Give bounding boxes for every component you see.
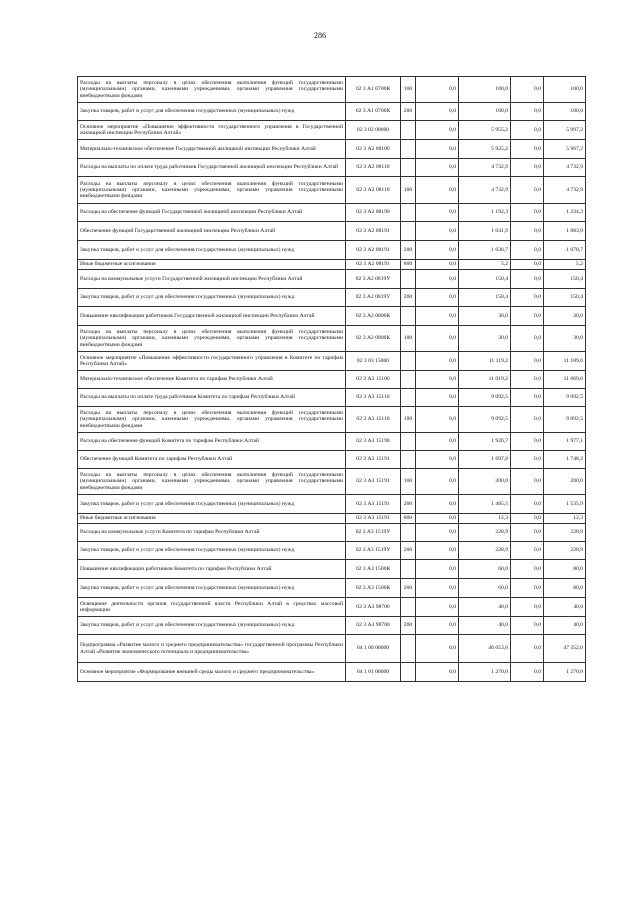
row-value-1: 0,0 xyxy=(416,326,459,352)
table-row xyxy=(78,289,586,307)
row-type: 100 xyxy=(401,77,416,103)
row-value-2: 11 019,2 xyxy=(459,371,511,389)
row-value-4: 80,0 xyxy=(544,560,586,579)
row-name: Материально-техническое обеспечение Комитета по тарифам Республики Алтай xyxy=(78,371,346,389)
row-type: 200 xyxy=(401,241,416,260)
table-row xyxy=(78,121,586,140)
row-value-2: 1 041,9 xyxy=(459,222,511,241)
row-value-4: 9 092,5 xyxy=(544,389,586,407)
row-type xyxy=(401,307,416,326)
row-value-1: 0,0 xyxy=(416,103,459,121)
row-value-1: 0,0 xyxy=(416,260,459,270)
row-value-3: 0,0 xyxy=(511,177,544,204)
row-name: Расходы на коммунальные услуги Государственной жилищной инспекции Республики Алтай xyxy=(78,270,346,289)
table-row xyxy=(78,260,586,270)
row-name: Повышение квалификации работников Комитета по тарифам Республики Алтай xyxy=(78,560,346,579)
row-name: Расходы на обеспечение функций Государственной жилищной инспекции Республики Алтай xyxy=(78,204,346,222)
row-value-3: 0,0 xyxy=(511,270,544,289)
row-value-3: 0,0 xyxy=(511,307,544,326)
row-value-2: 150,4 xyxy=(459,270,511,289)
row-value-4: 228,9 xyxy=(544,542,586,560)
row-value-2: 12,3 xyxy=(459,514,511,524)
row-code: 02 3 А2 08191 xyxy=(346,260,401,270)
row-value-3: 0,0 xyxy=(511,663,544,682)
row-code: 02 3 А2 0800К xyxy=(346,307,401,326)
row-value-3: 0,0 xyxy=(511,103,544,121)
row-value-2: 100,0 xyxy=(459,103,511,121)
row-value-4: 4 732,9 xyxy=(544,159,586,177)
row-value-4: 9 092,5 xyxy=(544,407,586,433)
row-type xyxy=(401,635,416,663)
row-code: 02 3 А3 1519У xyxy=(346,542,401,560)
table-row xyxy=(78,352,586,371)
row-value-3: 0,0 xyxy=(511,289,544,307)
row-value-1: 0,0 xyxy=(416,407,459,433)
row-value-3: 0,0 xyxy=(511,352,544,371)
row-value-4: 1 535,9 xyxy=(544,495,586,514)
row-value-3: 0,0 xyxy=(511,222,544,241)
row-code: 02 3 А1 0700К xyxy=(346,103,401,121)
row-type: 100 xyxy=(401,177,416,204)
row-value-4: 4 732,9 xyxy=(544,177,586,204)
row-name: Расходы на выплаты персоналу в целях обеспечения выполнения функций государственными (муниципальными) органами, казенными учреждениями, органами управления государственными внебюджетными фондами xyxy=(78,326,346,352)
row-value-3: 0,0 xyxy=(511,204,544,222)
row-value-3: 0,0 xyxy=(511,542,544,560)
row-name: Расходы на коммунальные услуги Комитета по тарифам Республики Алтай xyxy=(78,524,346,542)
table-row xyxy=(78,451,586,469)
row-type xyxy=(401,159,416,177)
row-value-1: 0,0 xyxy=(416,140,459,159)
table-row xyxy=(78,77,586,103)
row-value-2: 46 053,6 xyxy=(459,635,511,663)
row-value-3: 0,0 xyxy=(511,371,544,389)
row-value-4: 1 078,7 xyxy=(544,241,586,260)
table-row xyxy=(78,617,586,635)
row-value-4: 228,9 xyxy=(544,524,586,542)
table-row xyxy=(78,389,586,407)
row-value-2: 11 119,2 xyxy=(459,352,511,371)
row-value-4: 80,0 xyxy=(544,579,586,598)
row-name: Закупка товаров, работ и услуг для обеспечения государственных (муниципальных) нужд xyxy=(78,617,346,635)
row-value-3: 0,0 xyxy=(511,260,544,270)
row-name: Освещение деятельности органов государственной власти Республики Алтай в средствах массовой информации xyxy=(78,598,346,617)
row-code: 02 3 А2 0819У xyxy=(346,270,401,289)
row-value-4: 100,0 xyxy=(544,77,586,103)
row-value-1: 0,0 xyxy=(416,433,459,451)
table-row xyxy=(78,579,586,598)
row-value-3: 0,0 xyxy=(511,407,544,433)
row-value-2: 228,9 xyxy=(459,524,511,542)
page-number: 286 xyxy=(314,31,326,40)
row-name: Расходы на выплаты персоналу в целях обеспечения выполнения функций государственными (муниципальными) органами, казенными учреждениями, органами управления государственными внебюджетными фондами xyxy=(78,407,346,433)
row-code: 02 3 А3 15191 xyxy=(346,514,401,524)
row-name: Закупка товаров, работ и услуг для обеспечения государственных (муниципальных) нужд xyxy=(78,542,346,560)
row-value-1: 0,0 xyxy=(416,495,459,514)
row-value-4: 5,2 xyxy=(544,260,586,270)
row-type xyxy=(401,598,416,617)
row-code: 02 3 А3 15191 xyxy=(346,451,401,469)
row-value-2: 4 732,9 xyxy=(459,177,511,204)
row-code: 02 3 А1 0700К xyxy=(346,77,401,103)
row-value-4: 200,0 xyxy=(544,469,586,495)
table-row xyxy=(78,542,586,560)
row-name: Иные бюджетные ассигнования xyxy=(78,514,346,524)
row-value-1: 0,0 xyxy=(416,469,459,495)
row-code: 02 3 02 00000 xyxy=(346,121,401,140)
table-row xyxy=(78,177,586,204)
table-row xyxy=(78,140,586,159)
table-row xyxy=(78,159,586,177)
table-row xyxy=(78,524,586,542)
row-type xyxy=(401,270,416,289)
row-value-1: 0,0 xyxy=(416,451,459,469)
row-type xyxy=(401,222,416,241)
row-value-2: 1 036,7 xyxy=(459,241,511,260)
row-value-1: 0,0 xyxy=(416,307,459,326)
row-value-4: 1 270,0 xyxy=(544,663,586,682)
row-value-4: 150,4 xyxy=(544,289,586,307)
row-type: 200 xyxy=(401,289,416,307)
table-row xyxy=(78,598,586,617)
row-value-1: 0,0 xyxy=(416,598,459,617)
row-type xyxy=(401,663,416,682)
row-value-3: 0,0 xyxy=(511,514,544,524)
row-value-2: 1 270,0 xyxy=(459,663,511,682)
row-code: 02 3 А2 08100 xyxy=(346,140,401,159)
row-value-1: 0,0 xyxy=(416,270,459,289)
row-name: Основное мероприятие «Повышение эффективности государственного управления в Государственной жилищной инспекции Республики Алтай» xyxy=(78,121,346,140)
row-value-1: 0,0 xyxy=(416,663,459,682)
table-row xyxy=(78,495,586,514)
row-type xyxy=(401,140,416,159)
row-value-4: 30,0 xyxy=(544,307,586,326)
row-name: Закупка товаров, работ и услуг для обеспечения государственных (муниципальных) нужд xyxy=(78,103,346,121)
row-name: Расходы на выплаты по оплате труда работников Комитета по тарифам Республики Алтай xyxy=(78,389,346,407)
row-value-3: 0,0 xyxy=(511,579,544,598)
row-value-2: 150,4 xyxy=(459,289,511,307)
row-name: Расходы на выплаты персоналу в целях обеспечения выполнения функций государственными (муниципальными) органами, казенными учреждениями, органами управления государственными внебюджетными фондами xyxy=(78,177,346,204)
row-value-3: 0,0 xyxy=(511,140,544,159)
row-value-2: 5 955,2 xyxy=(459,121,511,140)
row-value-1: 0,0 xyxy=(416,352,459,371)
row-code: 02 3 А3 98700 xyxy=(346,598,401,617)
table-row xyxy=(78,407,586,433)
row-value-1: 0,0 xyxy=(416,635,459,663)
row-value-1: 0,0 xyxy=(416,121,459,140)
row-value-3: 0,0 xyxy=(511,469,544,495)
row-value-3: 0,0 xyxy=(511,451,544,469)
row-name: Подпрограмма «Развитие малого и среднего предпринимательства» государственной программы Республики Алтай «Развитие экономического потенциала и предпринимательства» xyxy=(78,635,346,663)
row-value-3: 0,0 xyxy=(511,560,544,579)
row-name: Материально-техническое обеспечение Государственной жилищной инспекции Республики Алтай xyxy=(78,140,346,159)
row-value-4: 100,0 xyxy=(544,103,586,121)
row-value-1: 0,0 xyxy=(416,289,459,307)
row-value-4: 11 069,6 xyxy=(544,371,586,389)
row-value-3: 0,0 xyxy=(511,524,544,542)
row-value-2: 9 092,5 xyxy=(459,407,511,433)
row-value-3: 0,0 xyxy=(511,241,544,260)
table-row xyxy=(78,270,586,289)
row-value-4: 47 352,0 xyxy=(544,635,586,663)
row-type xyxy=(401,433,416,451)
row-value-2: 60,0 xyxy=(459,579,511,598)
row-code: 02 3 А2 08191 xyxy=(346,241,401,260)
row-code: 02 3 А3 15110 xyxy=(346,407,401,433)
row-type xyxy=(401,560,416,579)
row-name: Расходы на выплаты по оплате труда работников Государственной жилищной инспекции Республики Алтай xyxy=(78,159,346,177)
row-type xyxy=(401,121,416,140)
row-value-2: 100,0 xyxy=(459,77,511,103)
row-type xyxy=(401,204,416,222)
row-type: 100 xyxy=(401,469,416,495)
table-row xyxy=(78,103,586,121)
row-code: 02 3 А2 08190 xyxy=(346,204,401,222)
row-value-3: 0,0 xyxy=(511,77,544,103)
table-row xyxy=(78,371,586,389)
row-type xyxy=(401,524,416,542)
row-value-1: 0,0 xyxy=(416,579,459,598)
row-value-3: 0,0 xyxy=(511,389,544,407)
row-type xyxy=(401,451,416,469)
row-value-1: 0,0 xyxy=(416,617,459,635)
row-value-2: 1 485,5 xyxy=(459,495,511,514)
row-name: Закупка товаров, работ и услуг для обеспечения государственных (муниципальных) нужд xyxy=(78,241,346,260)
row-value-4: 1 977,1 xyxy=(544,433,586,451)
row-value-4: 11 189,6 xyxy=(544,352,586,371)
row-value-3: 0,0 xyxy=(511,121,544,140)
row-code: 02 3 А3 98700 xyxy=(346,617,401,635)
row-value-2: 30,0 xyxy=(459,307,511,326)
row-value-1: 0,0 xyxy=(416,222,459,241)
table-row xyxy=(78,307,586,326)
row-type: 100 xyxy=(401,407,416,433)
row-value-4: 40,0 xyxy=(544,598,586,617)
row-value-1: 0,0 xyxy=(416,159,459,177)
row-value-1: 0,0 xyxy=(416,241,459,260)
row-value-2: 5,2 xyxy=(459,260,511,270)
row-value-4: 5 967,2 xyxy=(544,140,586,159)
row-value-1: 0,0 xyxy=(416,77,459,103)
table-row xyxy=(78,635,586,663)
table-row xyxy=(78,222,586,241)
row-value-1: 0,0 xyxy=(416,177,459,204)
row-code: 02 3 А3 15191 xyxy=(346,495,401,514)
row-value-1: 0,0 xyxy=(416,371,459,389)
row-value-2: 30,0 xyxy=(459,326,511,352)
table-row xyxy=(78,204,586,222)
row-value-3: 0,0 xyxy=(511,598,544,617)
row-code: 02 3 А3 1519У xyxy=(346,524,401,542)
row-code: 02 3 А3 15110 xyxy=(346,389,401,407)
row-value-4: 1 234,3 xyxy=(544,204,586,222)
row-value-1: 0,0 xyxy=(416,560,459,579)
row-value-2: 40,0 xyxy=(459,598,511,617)
table-row xyxy=(78,663,586,682)
row-value-4: 12,3 xyxy=(544,514,586,524)
row-code: 02 3 А3 15191 xyxy=(346,469,401,495)
row-name: Расходы на выплаты персоналу в целях обеспечения выполнения функций государственными (муниципальными) органами, казенными учреждениями, органами управления государственными внебюджетными фондами xyxy=(78,77,346,103)
row-type: 200 xyxy=(401,542,416,560)
row-value-3: 0,0 xyxy=(511,159,544,177)
table-row xyxy=(78,241,586,260)
row-code: 02 3 А3 15190 xyxy=(346,433,401,451)
row-value-2: 200,0 xyxy=(459,469,511,495)
row-value-3: 0,0 xyxy=(511,617,544,635)
budget-table-body xyxy=(78,77,586,682)
row-code: 04 1 01 00000 xyxy=(346,663,401,682)
row-type xyxy=(401,389,416,407)
row-type: 200 xyxy=(401,495,416,514)
row-code: 02 3 А2 08110 xyxy=(346,159,401,177)
row-type: 800 xyxy=(401,514,416,524)
row-value-4: 5 997,2 xyxy=(544,121,586,140)
row-name: Основное мероприятие «Повышение эффективности государственного управления в Комитете по тарифам Республики Алтай» xyxy=(78,352,346,371)
row-name: Обеспечение функций Комитета по тарифам Республики Алтай xyxy=(78,451,346,469)
row-code: 02 3 А3 1500К xyxy=(346,579,401,598)
row-value-2: 5 925,2 xyxy=(459,140,511,159)
row-value-1: 0,0 xyxy=(416,524,459,542)
row-value-4: 40,0 xyxy=(544,617,586,635)
row-value-2: 1 697,8 xyxy=(459,451,511,469)
row-value-3: 0,0 xyxy=(511,635,544,663)
row-value-4: 30,0 xyxy=(544,326,586,352)
row-type: 200 xyxy=(401,617,416,635)
row-value-3: 0,0 xyxy=(511,326,544,352)
row-value-1: 0,0 xyxy=(416,204,459,222)
table-row xyxy=(78,433,586,451)
row-value-2: 1 192,3 xyxy=(459,204,511,222)
row-type: 100 xyxy=(401,326,416,352)
row-value-2: 228,9 xyxy=(459,542,511,560)
row-code: 02 3 03 15000 xyxy=(346,352,401,371)
row-name: Расходы на обеспечение функций Комитета по тарифам Республики Алтай xyxy=(78,433,346,451)
row-value-2: 60,0 xyxy=(459,560,511,579)
row-type: 800 xyxy=(401,260,416,270)
row-name: Основное мероприятие «Формирование внешней среды малого и среднего предпринимательства» xyxy=(78,663,346,682)
row-code: 02 3 А2 08110 xyxy=(346,177,401,204)
budget-table xyxy=(77,76,586,682)
row-code: 02 3 А2 0800К xyxy=(346,326,401,352)
row-name: Иные бюджетные ассигнования xyxy=(78,260,346,270)
row-code: 02 3 А3 1500К xyxy=(346,560,401,579)
row-type: 200 xyxy=(401,103,416,121)
row-name: Закупка товаров, работ и услуг для обеспечения государственных (муниципальных) нужд xyxy=(78,579,346,598)
row-name: Закупка товаров, работ и услуг для обеспечения государственных (муниципальных) нужд xyxy=(78,495,346,514)
row-value-2: 9 092,5 xyxy=(459,389,511,407)
row-value-4: 1 083,9 xyxy=(544,222,586,241)
row-code: 02 3 А2 0819У xyxy=(346,289,401,307)
row-value-1: 0,0 xyxy=(416,514,459,524)
row-type xyxy=(401,371,416,389)
row-name: Закупка товаров, работ и услуг для обеспечения государственных (муниципальных) нужд xyxy=(78,289,346,307)
row-name: Повышение квалификации работников Государственной жилищной инспекции Республики Алтай xyxy=(78,307,346,326)
row-value-2: 4 732,9 xyxy=(459,159,511,177)
row-name: Обеспечение функций Государственной жилищной инспекции Республики Алтай xyxy=(78,222,346,241)
row-value-4: 1 748,2 xyxy=(544,451,586,469)
row-value-1: 0,0 xyxy=(416,542,459,560)
row-value-1: 0,0 xyxy=(416,389,459,407)
row-type: 200 xyxy=(401,579,416,598)
table-row xyxy=(78,469,586,495)
row-code: 02 3 А2 08191 xyxy=(346,222,401,241)
row-value-2: 1 926,7 xyxy=(459,433,511,451)
row-value-3: 0,0 xyxy=(511,495,544,514)
row-value-4: 150,4 xyxy=(544,270,586,289)
row-type xyxy=(401,352,416,371)
table-row xyxy=(78,514,586,524)
table-row xyxy=(78,326,586,352)
row-code: 04 1 00 00000 xyxy=(346,635,401,663)
row-name: Расходы на выплаты персоналу в целях обеспечения выполнения функций государственными (муниципальными) органами, казенными учреждениями, органами управления государственными внебюджетными фондами xyxy=(78,469,346,495)
row-value-2: 40,0 xyxy=(459,617,511,635)
row-code: 02 3 А3 15100 xyxy=(346,371,401,389)
row-value-3: 0,0 xyxy=(511,433,544,451)
table-row xyxy=(78,560,586,579)
